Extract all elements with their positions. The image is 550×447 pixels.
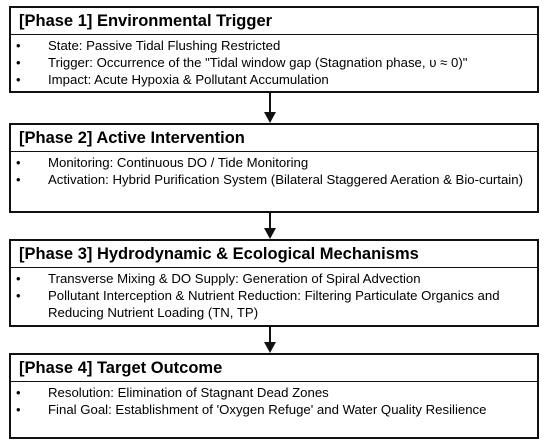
bullet-dot: • <box>16 172 21 187</box>
phase-2-box <box>9 123 539 213</box>
phase-3-box <box>9 239 539 327</box>
bullet-text: Pollutant Interception & Nutrient Reduction: Filtering Particulate Organics and Reducing Nutrient Loading (TN, TP) <box>48 288 500 320</box>
list-item <box>11 71 533 88</box>
bullet-dot: • <box>16 72 21 87</box>
phase-1-title: [Phase 1] Environmental Trigger <box>19 12 273 30</box>
bullet-text: Trigger: Occurrence of the "Tidal window gap (Stagnation phase, υ ≈ 0)" <box>48 55 468 70</box>
list-item <box>11 270 533 287</box>
down-arrow-icon <box>263 93 277 123</box>
bullet-dot: • <box>16 288 21 303</box>
bullet-dot: • <box>16 385 21 400</box>
list-item <box>11 401 533 418</box>
bullet-text: State: Passive Tidal Flushing Restricted <box>48 38 281 53</box>
phase-2-divider <box>11 151 537 152</box>
list-item <box>11 287 533 321</box>
down-arrow-icon <box>263 213 277 239</box>
phase-4-box <box>9 353 539 439</box>
bullet-dot: • <box>16 402 21 417</box>
phase-1-divider <box>11 34 537 35</box>
phase-2-list <box>11 154 537 188</box>
bullet-text: Resolution: Elimination of Stagnant Dead Zones <box>48 385 329 400</box>
bullet-text: Final Goal: Establishment of 'Oxygen Refuge' and Water Quality Resilience <box>48 402 487 417</box>
bullet-dot: • <box>16 55 21 70</box>
bullet-text: Transverse Mixing & DO Supply: Generation of Spiral Advection <box>48 271 421 286</box>
phase-4-divider <box>11 381 537 382</box>
bullet-dot: • <box>16 38 21 53</box>
phase-1-box <box>9 6 539 93</box>
phase-3-list <box>11 270 537 321</box>
phase-2-title: [Phase 2] Active Intervention <box>19 129 245 147</box>
bullet-dot: • <box>16 155 21 170</box>
list-item <box>11 384 533 401</box>
phase-3-title: [Phase 3] Hydrodynamic & Ecological Mechanisms <box>19 245 419 263</box>
phase-3-divider <box>11 267 537 268</box>
list-item <box>11 154 533 171</box>
bullet-dot: • <box>16 271 21 286</box>
bullet-text: Activation: Hybrid Purification System (Bilateral Staggered Aeration & Bio-curtain) <box>48 172 523 187</box>
phase-4-list <box>11 384 537 418</box>
phase-1-list <box>11 37 537 88</box>
bullet-text: Monitoring: Continuous DO / Tide Monitoring <box>48 155 309 170</box>
list-item <box>11 37 533 54</box>
list-item <box>11 54 533 71</box>
down-arrow-icon <box>263 327 277 353</box>
phase-4-title: [Phase 4] Target Outcome <box>19 359 223 377</box>
bullet-text: Impact: Acute Hypoxia & Pollutant Accumulation <box>48 72 329 87</box>
list-item <box>11 171 533 188</box>
